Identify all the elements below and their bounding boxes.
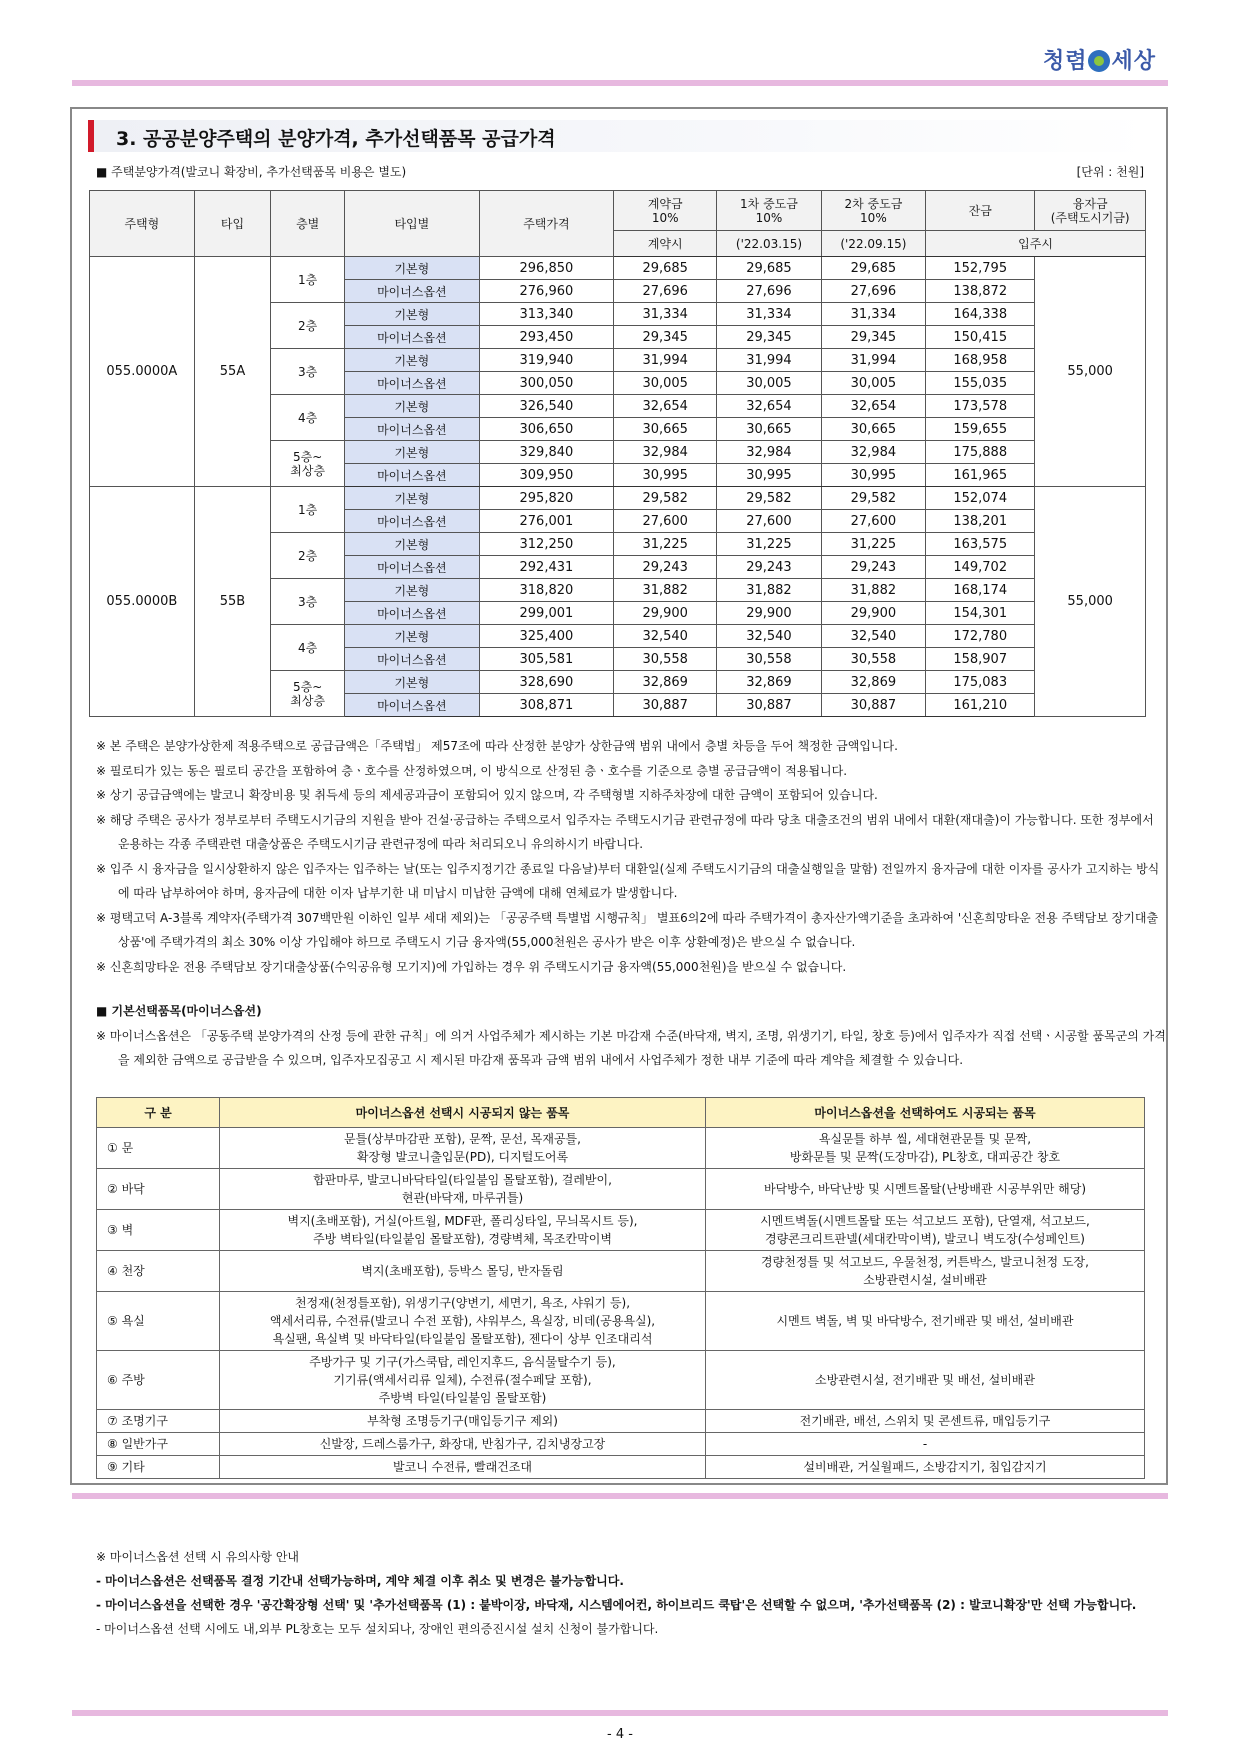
price-cell: 296,850 [479, 257, 614, 280]
price-row [90, 487, 1146, 510]
deposit-cell: 30,887 [614, 694, 717, 717]
mid1-cell: 30,665 [717, 418, 821, 441]
deposit-cell: 27,696 [614, 280, 717, 303]
options-row [97, 1169, 1145, 1210]
mid2-cell: 32,654 [821, 395, 925, 418]
note-item: ※ 신혼희망타운 전용 주택담보 장기대출상품(수익공유형 모기지)에 가입하는 경우 위 주택도시기금 융자액(55,000천원)을 받으실 수 없습니다. [96, 959, 847, 974]
options-cat: ③ 벽 [97, 1210, 220, 1251]
options-cat: ① 문 [97, 1128, 220, 1169]
balance-cell: 168,958 [926, 349, 1035, 372]
deposit-cell: 32,540 [614, 625, 717, 648]
price-cell: 326,540 [479, 395, 614, 418]
options-intro-text: ※ 마이너스옵션은 「공동주택 분양가격의 산정 등에 관한 규칙」에 의거 사업주체가 제시하는 기본 마감재 수준(바닥재, 벽지, 조명, 위생기기, 타일, 창호 등)에서 입주자가 직접 선택ㆍ시공할 품목군의 가격을 제외한 금액으로 공급받을 수 있으며, 입주자모집공고 시 제시된 마감재 품목과 금액 범위 내에서 사업주체가 정한 내부 기준에 따라 계약을 체결할 수 있습니다. [96, 1029, 1166, 1067]
mid2-cell: 30,665 [821, 418, 925, 441]
header-price: 주택가격 [479, 191, 614, 257]
deposit-cell: 31,225 [614, 533, 717, 556]
variant-cell: 마이너스옵션 [345, 280, 480, 303]
floor-cell: 4층 [271, 625, 345, 671]
variant-cell: 기본형 [345, 257, 480, 280]
price-table [89, 190, 1146, 717]
price-cell: 312,250 [479, 533, 614, 556]
floor-cell: 1층 [271, 487, 345, 533]
deposit-cell: 31,882 [614, 579, 717, 602]
mid2-cell: 31,334 [821, 303, 925, 326]
note-item: ※ 필로티가 있는 동은 필로티 공간을 포함하여 층ㆍ호수를 산정하였으며, 이 방식으로 산정된 층ㆍ호수를 기준으로 층별 공급금액이 적용됩니다. [96, 763, 848, 778]
mid1-cell: 31,225 [717, 533, 821, 556]
floor-cell: 5층~ 최상층 [271, 671, 345, 717]
header-divider [72, 80, 1168, 86]
price-cell: 292,431 [479, 556, 614, 579]
header-mid1-when: ('22.03.15) [717, 231, 821, 257]
mid1-cell: 32,540 [717, 625, 821, 648]
mid2-cell: 29,582 [821, 487, 925, 510]
price-cell: 276,001 [479, 510, 614, 533]
options-excluded: 벽지(초배포함), 등박스 몰딩, 반자돌림 [220, 1251, 706, 1292]
deposit-cell: 29,345 [614, 326, 717, 349]
options-cat: ⑦ 조명기구 [97, 1410, 220, 1433]
options-included: 소방관련시설, 전기배관 및 배선, 설비배관 [706, 1351, 1145, 1410]
mid2-cell: 31,882 [821, 579, 925, 602]
mid1-cell: 32,984 [717, 441, 821, 464]
price-cell: 313,340 [479, 303, 614, 326]
options-excluded: 발코니 수전류, 빨래건조대 [220, 1456, 706, 1479]
variant-cell: 기본형 [345, 671, 480, 694]
balance-cell: 175,888 [926, 441, 1035, 464]
header-balance: 잔금 [926, 191, 1035, 231]
floor-cell: 5층~ 최상층 [271, 441, 345, 487]
note-item: ※ 본 주택은 분양가상한제 적용주택으로 공급금액은「주택법」 제57조에 따라 산정한 분양가 상한금액 범위 내에서 층별 차등을 두어 책정한 금액입니다. [96, 739, 898, 753]
deposit-cell: 29,685 [614, 257, 717, 280]
option-note-item: - 마이너스옵션은 선택품목 결정 기간내 선택가능하며, 계약 체결 이후 취소 및 변경은 불가능합니다. [96, 1574, 624, 1588]
loan-cell: 55,000 [1035, 487, 1146, 717]
header-mid2: 2차 중도금 10% [821, 191, 925, 231]
variant-cell: 기본형 [345, 579, 480, 602]
balance-cell: 161,210 [926, 694, 1035, 717]
price-notes [96, 734, 1166, 979]
mid2-cell: 27,696 [821, 280, 925, 303]
deposit-cell: 29,243 [614, 556, 717, 579]
options-cat: ⑧ 일반가구 [97, 1433, 220, 1456]
deposit-cell: 32,654 [614, 395, 717, 418]
mid2-cell: 30,005 [821, 372, 925, 395]
balance-cell: 173,578 [926, 395, 1035, 418]
mid2-cell: 29,345 [821, 326, 925, 349]
mid1-cell: 31,882 [717, 579, 821, 602]
mid2-cell: 29,243 [821, 556, 925, 579]
price-cell: 325,400 [479, 625, 614, 648]
note-item: ※ 평택고덕 A-3블록 계약자(주택가격 307백만원 이하인 일부 세대 제외)는 「공공주택 특별법 시행규칙」 별표6의2에 따라 주택가격이 총자산가액기준을 초과하여 '신혼희망타운 전용 주택담보 장기대출상품'에 주택가격의 최소 30% 이상 가입해야 하므로 주택도시 기금 융자액(55,000천원은 공사가 받은 이후 상환예정)은 받으실 수 없습니다. [96, 910, 1159, 949]
mid1-cell: 31,994 [717, 349, 821, 372]
deposit-cell: 29,900 [614, 602, 717, 625]
price-cell: 329,840 [479, 441, 614, 464]
floor-cell: 2층 [271, 533, 345, 579]
variant-cell: 마이너스옵션 [345, 694, 480, 717]
options-included: 경량천정틀 및 석고보드, 우물천정, 커튼박스, 발코니천정 도장, 소방관련시설, 설비배관 [706, 1251, 1145, 1292]
deposit-cell: 29,582 [614, 487, 717, 510]
options-cat: ④ 천장 [97, 1251, 220, 1292]
section-title-text: 3. 공공분양주택의 분양가격, 추가선택품목 공급가격 [116, 128, 556, 150]
price-cell: 306,650 [479, 418, 614, 441]
balance-cell: 152,795 [926, 257, 1035, 280]
price-cell: 309,950 [479, 464, 614, 487]
options-row [97, 1251, 1145, 1292]
mid1-cell: 30,995 [717, 464, 821, 487]
balance-cell: 150,415 [926, 326, 1035, 349]
variant-cell: 마이너스옵션 [345, 648, 480, 671]
floor-cell: 2층 [271, 303, 345, 349]
price-table-label: ■ 주택분양가격(발코니 확장비, 추가선택품목 비용은 별도) [96, 165, 407, 179]
variant-cell: 마이너스옵션 [345, 372, 480, 395]
options-included: - [706, 1433, 1145, 1456]
balance-cell: 138,872 [926, 280, 1035, 303]
deposit-cell: 30,665 [614, 418, 717, 441]
balance-cell: 155,035 [926, 372, 1035, 395]
header-tip: 타입 [194, 191, 271, 257]
options-cat: ⑥ 주방 [97, 1351, 220, 1410]
minus-option-notes [96, 1545, 1166, 1641]
floor-cell: 4층 [271, 395, 345, 441]
variant-cell: 마이너스옵션 [345, 464, 480, 487]
mid2-cell: 32,540 [821, 625, 925, 648]
options-included: 시멘트 벽돌, 벽 및 바닥방수, 전기배관 및 배선, 설비배관 [706, 1292, 1145, 1351]
mid2-cell: 31,994 [821, 349, 925, 372]
balance-cell: 138,201 [926, 510, 1035, 533]
price-cell: 299,001 [479, 602, 614, 625]
balance-cell: 159,655 [926, 418, 1035, 441]
option-note-item: - 마이너스옵션 선택 시에도 내,외부 PL창호는 모두 설치되나, 장애인 편의증진시설 설치 신청이 불가합니다. [96, 1622, 659, 1636]
variant-cell: 기본형 [345, 349, 480, 372]
mid1-cell: 31,334 [717, 303, 821, 326]
deposit-cell: 27,600 [614, 510, 717, 533]
options-label: ■ 기본선택품목(마이너스옵션) [96, 1004, 262, 1018]
floor-cell: 1층 [271, 257, 345, 303]
options-row [97, 1351, 1145, 1410]
balance-cell: 164,338 [926, 303, 1035, 326]
balance-cell: 161,965 [926, 464, 1035, 487]
options-cat: ② 바닥 [97, 1169, 220, 1210]
options-excluded: 천정재(천정틀포함), 위생기구(양변기, 세면기, 욕조, 샤워기 등), 액세서리류, 수전류(발코니 수전 포함), 샤워부스, 욕실장, 비데(공용욕실), 욕실팬, 욕실벽 및 바닥타일(타일붙임 몰탈포함), 젠다이 상부 인조대리석 [220, 1292, 706, 1351]
variant-cell: 마이너스옵션 [345, 556, 480, 579]
deposit-cell: 31,994 [614, 349, 717, 372]
options-header-cat: 구 분 [97, 1098, 220, 1128]
variant-cell: 기본형 [345, 395, 480, 418]
header-variant: 타입별 [345, 191, 480, 257]
options-excluded: 합판마루, 발코니바닥타일(타일붙임 몰탈포함), 걸레받이, 현관(바닥재, 마루귀틀) [220, 1169, 706, 1210]
deposit-cell: 32,984 [614, 441, 717, 464]
mid1-cell: 32,654 [717, 395, 821, 418]
price-cell: 328,690 [479, 671, 614, 694]
balance-cell: 163,575 [926, 533, 1035, 556]
mid1-cell: 30,887 [717, 694, 821, 717]
price-cell: 305,581 [479, 648, 614, 671]
options-excluded: 벽지(초배포함), 거실(아트월, MDF판, 폴리싱타일, 무늬목시트 등), 주방 벽타일(타일붙임 몰탈포함), 경량벽체, 목조칸막이벽 [220, 1210, 706, 1251]
variant-cell: 기본형 [345, 487, 480, 510]
balance-cell: 154,301 [926, 602, 1035, 625]
header-floor: 층별 [271, 191, 345, 257]
mid1-cell: 29,582 [717, 487, 821, 510]
deposit-cell: 30,005 [614, 372, 717, 395]
price-cell: 319,940 [479, 349, 614, 372]
mid1-cell: 29,685 [717, 257, 821, 280]
type-cell: 055.0000A [90, 257, 195, 487]
logo-text-right: 세상 [1111, 49, 1156, 74]
variant-cell: 기본형 [345, 441, 480, 464]
variant-cell: 마이너스옵션 [345, 326, 480, 349]
note-item: ※ 상기 공급금액에는 발코니 확장비용 및 취득세 등의 제세공과금이 포함되어 있지 않으며, 각 주택형별 지하주차장에 대한 금액이 포함되어 있습니다. [96, 788, 878, 802]
mid2-cell: 32,869 [821, 671, 925, 694]
mid1-cell: 29,345 [717, 326, 821, 349]
tip-cell: 55A [194, 257, 271, 487]
options-row [97, 1433, 1145, 1456]
variant-cell: 기본형 [345, 303, 480, 326]
header-loan: 융자금 (주택도시기금) [1035, 191, 1146, 231]
price-cell: 318,820 [479, 579, 614, 602]
mid1-cell: 29,243 [717, 556, 821, 579]
note-item: ※ 해당 주택은 공사가 정부로부터 주택도시기금의 지원을 받아 건설·공급하는 주택으로서 입주자는 주택도시기금 관련규정에 따라 당초 대출조건의 범위 내에서 대환(재대출)이 가능합니다. 또한 정부에서 운용하는 각종 주택관련 대출상품은 주택도시기금 관련규정에 따라 처리되오니 유의하시기 바랍니다. [96, 812, 1154, 851]
option-note-item: - 마이너스옵션을 선택한 경우 '공간확장형 선택' 및 '추가선택품목 (1) : 붙박이장, 바닥재, 시스템에어컨, 하이브리드 쿡탑'은 선택할 수 없으며, '추가선택품목 (2) : 발코니확장'만 선택 가능합니다. [96, 1598, 1137, 1612]
option-note-item: ※ 마이너스옵션 선택 시 유의사항 안내 [96, 1550, 300, 1564]
type-cell: 055.0000B [90, 487, 195, 717]
options-included: 전기배관, 배선, 스위치 및 콘센트류, 매입등기구 [706, 1410, 1145, 1433]
mid1-cell: 27,600 [717, 510, 821, 533]
note-item: ※ 입주 시 융자금을 일시상환하지 않은 입주자는 입주하는 날(또는 입주지정기간 종료일 다음날)부터 대환일(실제 주택도시기금의 대출실행일을 말함) 전일까지 융자금에 대한 이자를 공사가 고지하는 방식에 따라 납부하여야 하며, 융자금에 대한 이자 납부기한 내 미납시 미납한 금액에 대해 연체료가 발생합니다. [96, 861, 1160, 900]
variant-cell: 기본형 [345, 533, 480, 556]
balance-cell: 175,083 [926, 671, 1035, 694]
header-mid2-when: ('22.09.15) [821, 231, 925, 257]
mid1-cell: 30,558 [717, 648, 821, 671]
options-intro [96, 1024, 1166, 1072]
mid1-cell: 27,696 [717, 280, 821, 303]
mid2-cell: 29,685 [821, 257, 925, 280]
mid2-cell: 29,900 [821, 602, 925, 625]
price-row [90, 257, 1146, 280]
mid2-cell: 27,600 [821, 510, 925, 533]
balance-cell: 149,702 [926, 556, 1035, 579]
variant-cell: 마이너스옵션 [345, 510, 480, 533]
options-included: 욕실문틀 하부 씰, 세대현관문틀 및 문짝, 방화문틀 및 문짝(도장마감), PL창호, 대피공간 창호 [706, 1128, 1145, 1169]
balance-cell: 172,780 [926, 625, 1035, 648]
logo-emblem-icon [1088, 50, 1110, 72]
deposit-cell: 31,334 [614, 303, 717, 326]
variant-cell: 기본형 [345, 625, 480, 648]
options-row [97, 1128, 1145, 1169]
unit-label: [단위 : 천원] [1076, 165, 1144, 179]
mid2-cell: 30,995 [821, 464, 925, 487]
mid2-cell: 31,225 [821, 533, 925, 556]
title-accent-bar [88, 120, 94, 152]
variant-cell: 마이너스옵션 [345, 418, 480, 441]
mid1-cell: 29,900 [717, 602, 821, 625]
options-excluded: 신발장, 드레스룸가구, 화장대, 반침가구, 김치냉장고장 [220, 1433, 706, 1456]
price-cell: 276,960 [479, 280, 614, 303]
section-title [88, 120, 1150, 152]
price-cell: 300,050 [479, 372, 614, 395]
options-table [96, 1097, 1145, 1479]
options-row [97, 1292, 1145, 1351]
mid2-cell: 32,984 [821, 441, 925, 464]
options-excluded: 문틀(상부마감판 포함), 문짝, 문선, 목재공틀, 확장형 발코니출입문(PD), 디지털도어록 [220, 1128, 706, 1169]
logo-text-left: 청렴 [1042, 49, 1088, 74]
options-excluded: 주방가구 및 기구(가스쿡탑, 레인지후드, 음식물탈수기 등), 기기류(액세서리류 일체), 수전류(절수페달 포함), 주방벽 타일(타일붙임 몰탈포함) [220, 1351, 706, 1410]
header-type: 주택형 [90, 191, 195, 257]
options-included: 바닥방수, 바닥난방 및 시멘트몰탈(난방배관 시공부위만 해당) [706, 1169, 1145, 1210]
tip-cell: 55B [194, 487, 271, 717]
deposit-cell: 30,995 [614, 464, 717, 487]
options-included: 설비배관, 거실월패드, 소방감지기, 침입감지기 [706, 1456, 1145, 1479]
price-cell: 293,450 [479, 326, 614, 349]
options-excluded: 부착형 조명등기구(매입등기구 제외) [220, 1410, 706, 1433]
header-move-in: 입주시 [926, 231, 1146, 257]
header-deposit: 계약금 10% [614, 191, 717, 231]
mid2-cell: 30,558 [821, 648, 925, 671]
options-included: 시멘트벽돌(시멘트몰탈 또는 석고보드 포함), 단열재, 석고보드, 경량콘크리트판넬(세대칸막이벽), 발코니 벽도장(수성페인트) [706, 1210, 1145, 1251]
mid1-cell: 32,869 [717, 671, 821, 694]
deposit-cell: 30,558 [614, 648, 717, 671]
deposit-cell: 32,869 [614, 671, 717, 694]
variant-cell: 마이너스옵션 [345, 602, 480, 625]
options-header-included: 마이너스옵션을 선택하여도 시공되는 품목 [706, 1098, 1145, 1128]
options-row [97, 1410, 1145, 1433]
page-number: - 4 - [607, 1727, 633, 1742]
options-header-excluded: 마이너스옵션 선택시 시공되지 않는 품목 [220, 1098, 706, 1128]
options-cat: ⑨ 기타 [97, 1456, 220, 1479]
options-cat: ⑤ 욕실 [97, 1292, 220, 1351]
mid1-cell: 30,005 [717, 372, 821, 395]
logo [1043, 44, 1156, 75]
floor-cell: 3층 [271, 349, 345, 395]
footer-divider-bottom [72, 1710, 1168, 1716]
header-mid1: 1차 중도금 10% [717, 191, 821, 231]
footer-divider-top [72, 1493, 1168, 1499]
mid2-cell: 30,887 [821, 694, 925, 717]
balance-cell: 168,174 [926, 579, 1035, 602]
balance-cell: 158,907 [926, 648, 1035, 671]
price-cell: 308,871 [479, 694, 614, 717]
floor-cell: 3층 [271, 579, 345, 625]
options-row [97, 1456, 1145, 1479]
loan-cell: 55,000 [1035, 257, 1146, 487]
balance-cell: 152,074 [926, 487, 1035, 510]
price-cell: 295,820 [479, 487, 614, 510]
header-deposit-when: 계약시 [614, 231, 717, 257]
options-row [97, 1210, 1145, 1251]
